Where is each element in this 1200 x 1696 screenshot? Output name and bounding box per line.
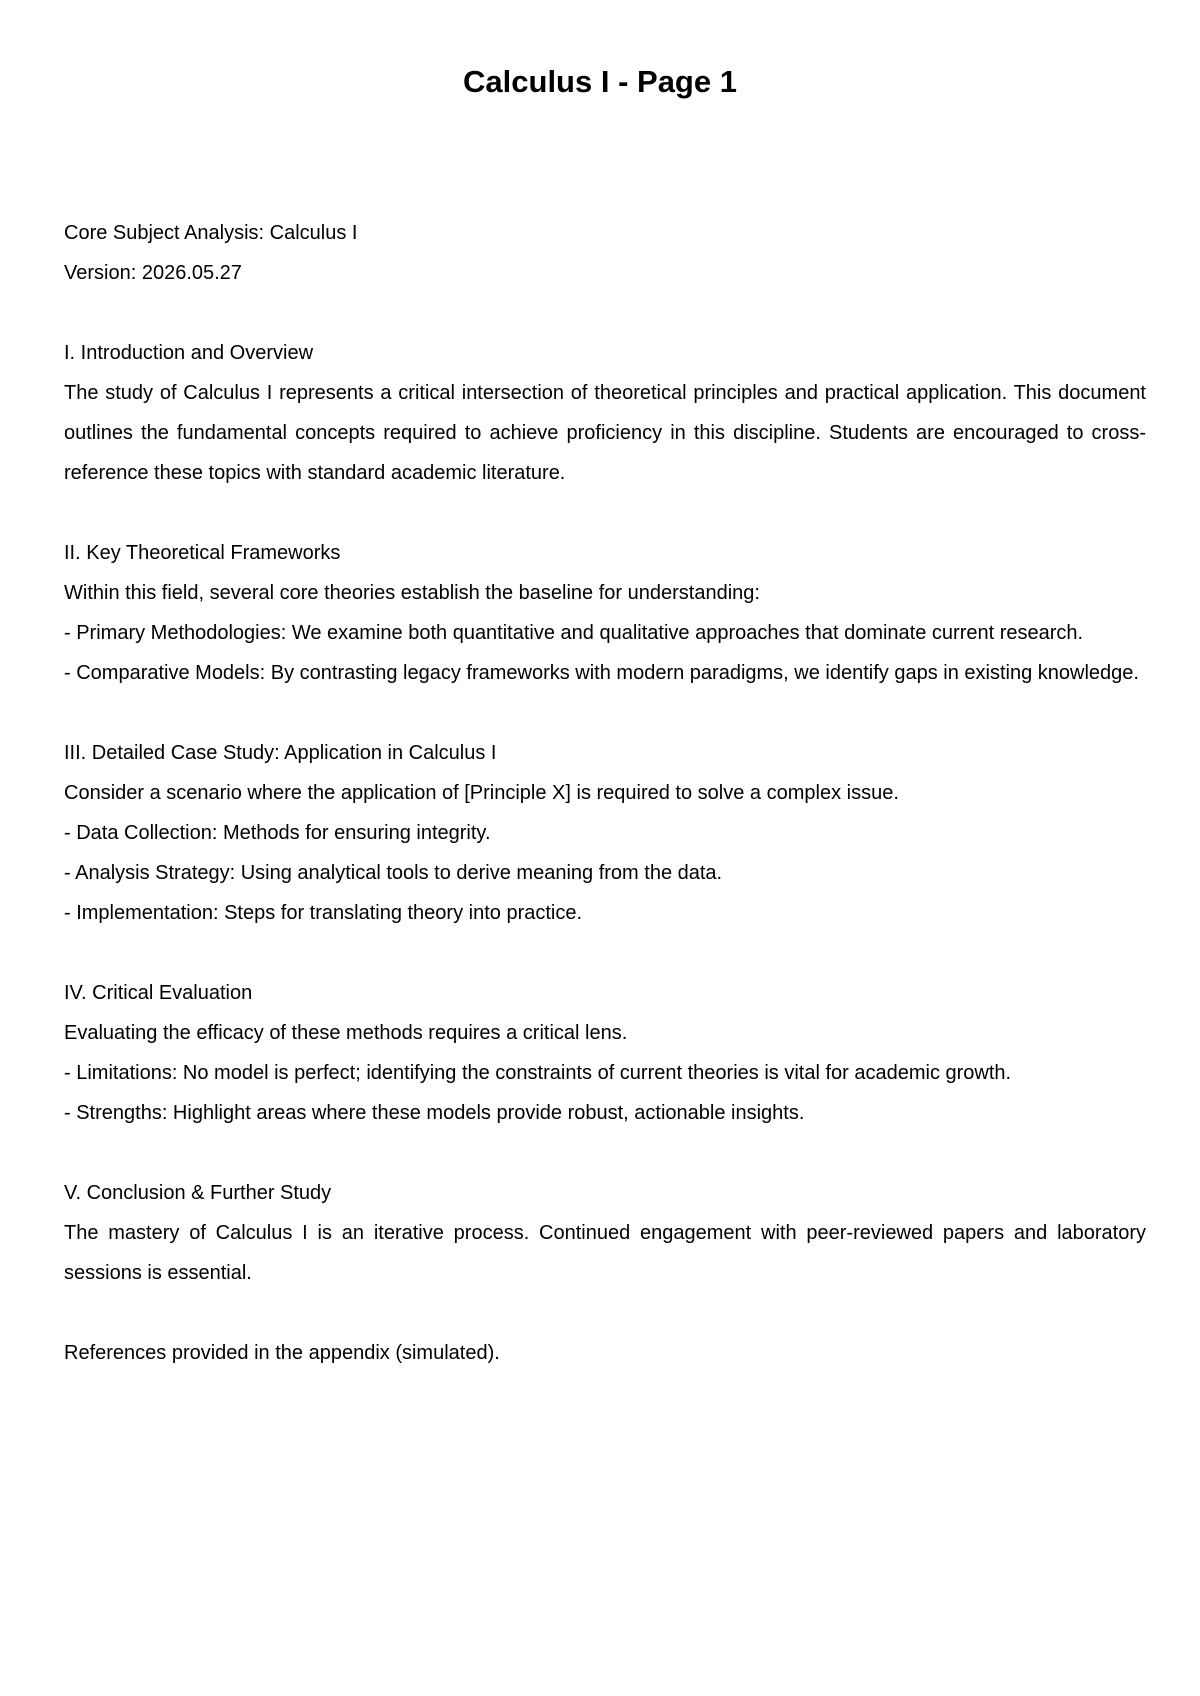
case-study-bullet: - Data Collection: Methods for ensuring integrity. [64, 822, 491, 844]
frameworks-bullet: - Primary Methodologies: We examine both quantitative and qualitative approaches that dominate current research. [64, 622, 1084, 644]
spacer [64, 1293, 1146, 1333]
section-heading-frameworks: II. Key Theoretical Frameworks [64, 542, 341, 564]
conclusion-paragraph: The mastery of Calculus I is an iterative process. Continued engagement with peer-reviewed papers and laboratory sessions is essential. [64, 1222, 1146, 1284]
evaluation-bullet: - Strengths: Highlight areas where these models provide robust, actionable insights. [64, 1102, 805, 1124]
version-line: Version: 2026.05.27 [64, 262, 242, 284]
references-note: References provided in the appendix (simulated). [64, 1342, 500, 1364]
case-study-bullet: - Implementation: Steps for translating theory into practice. [64, 902, 583, 924]
evaluation-lead: Evaluating the efficacy of these methods requires a critical lens. [64, 1022, 628, 1044]
spacer [64, 1133, 1146, 1173]
section-heading-conclusion: V. Conclusion & Further Study [64, 1182, 332, 1204]
spacer [64, 293, 1146, 333]
frameworks-lead: Within this field, several core theories establish the baseline for understanding: [64, 582, 760, 604]
section-heading-evaluation: IV. Critical Evaluation [64, 982, 253, 1004]
document-body [64, 213, 1146, 1373]
spacer [64, 933, 1146, 973]
page-title: Calculus I - Page 1 [463, 64, 737, 99]
case-study-lead: Consider a scenario where the application of [Principle X] is required to solve a complex issue. [64, 782, 899, 804]
section-heading-introduction: I. Introduction and Overview [64, 342, 314, 364]
evaluation-bullet: - Limitations: No model is perfect; identifying the constraints of current theories is vital for academic growth. [64, 1062, 1012, 1084]
section-heading-case-study: III. Detailed Case Study: Application in Calculus I [64, 742, 497, 764]
frameworks-bullet: - Comparative Models: By contrasting legacy frameworks with modern paradigms, we identify gaps in existing knowledge. [64, 662, 1139, 684]
subject-line: Core Subject Analysis: Calculus I [64, 222, 358, 244]
case-study-bullet: - Analysis Strategy: Using analytical tools to derive meaning from the data. [64, 862, 723, 884]
spacer [64, 493, 1146, 533]
introduction-paragraph: The study of Calculus I represents a critical intersection of theoretical principles and practical application. This document outlines the fundamental concepts required to achieve proficiency in this discipline. Students are encouraged to cross-reference these topics with standard academic literature. [64, 382, 1146, 484]
spacer [64, 693, 1146, 733]
